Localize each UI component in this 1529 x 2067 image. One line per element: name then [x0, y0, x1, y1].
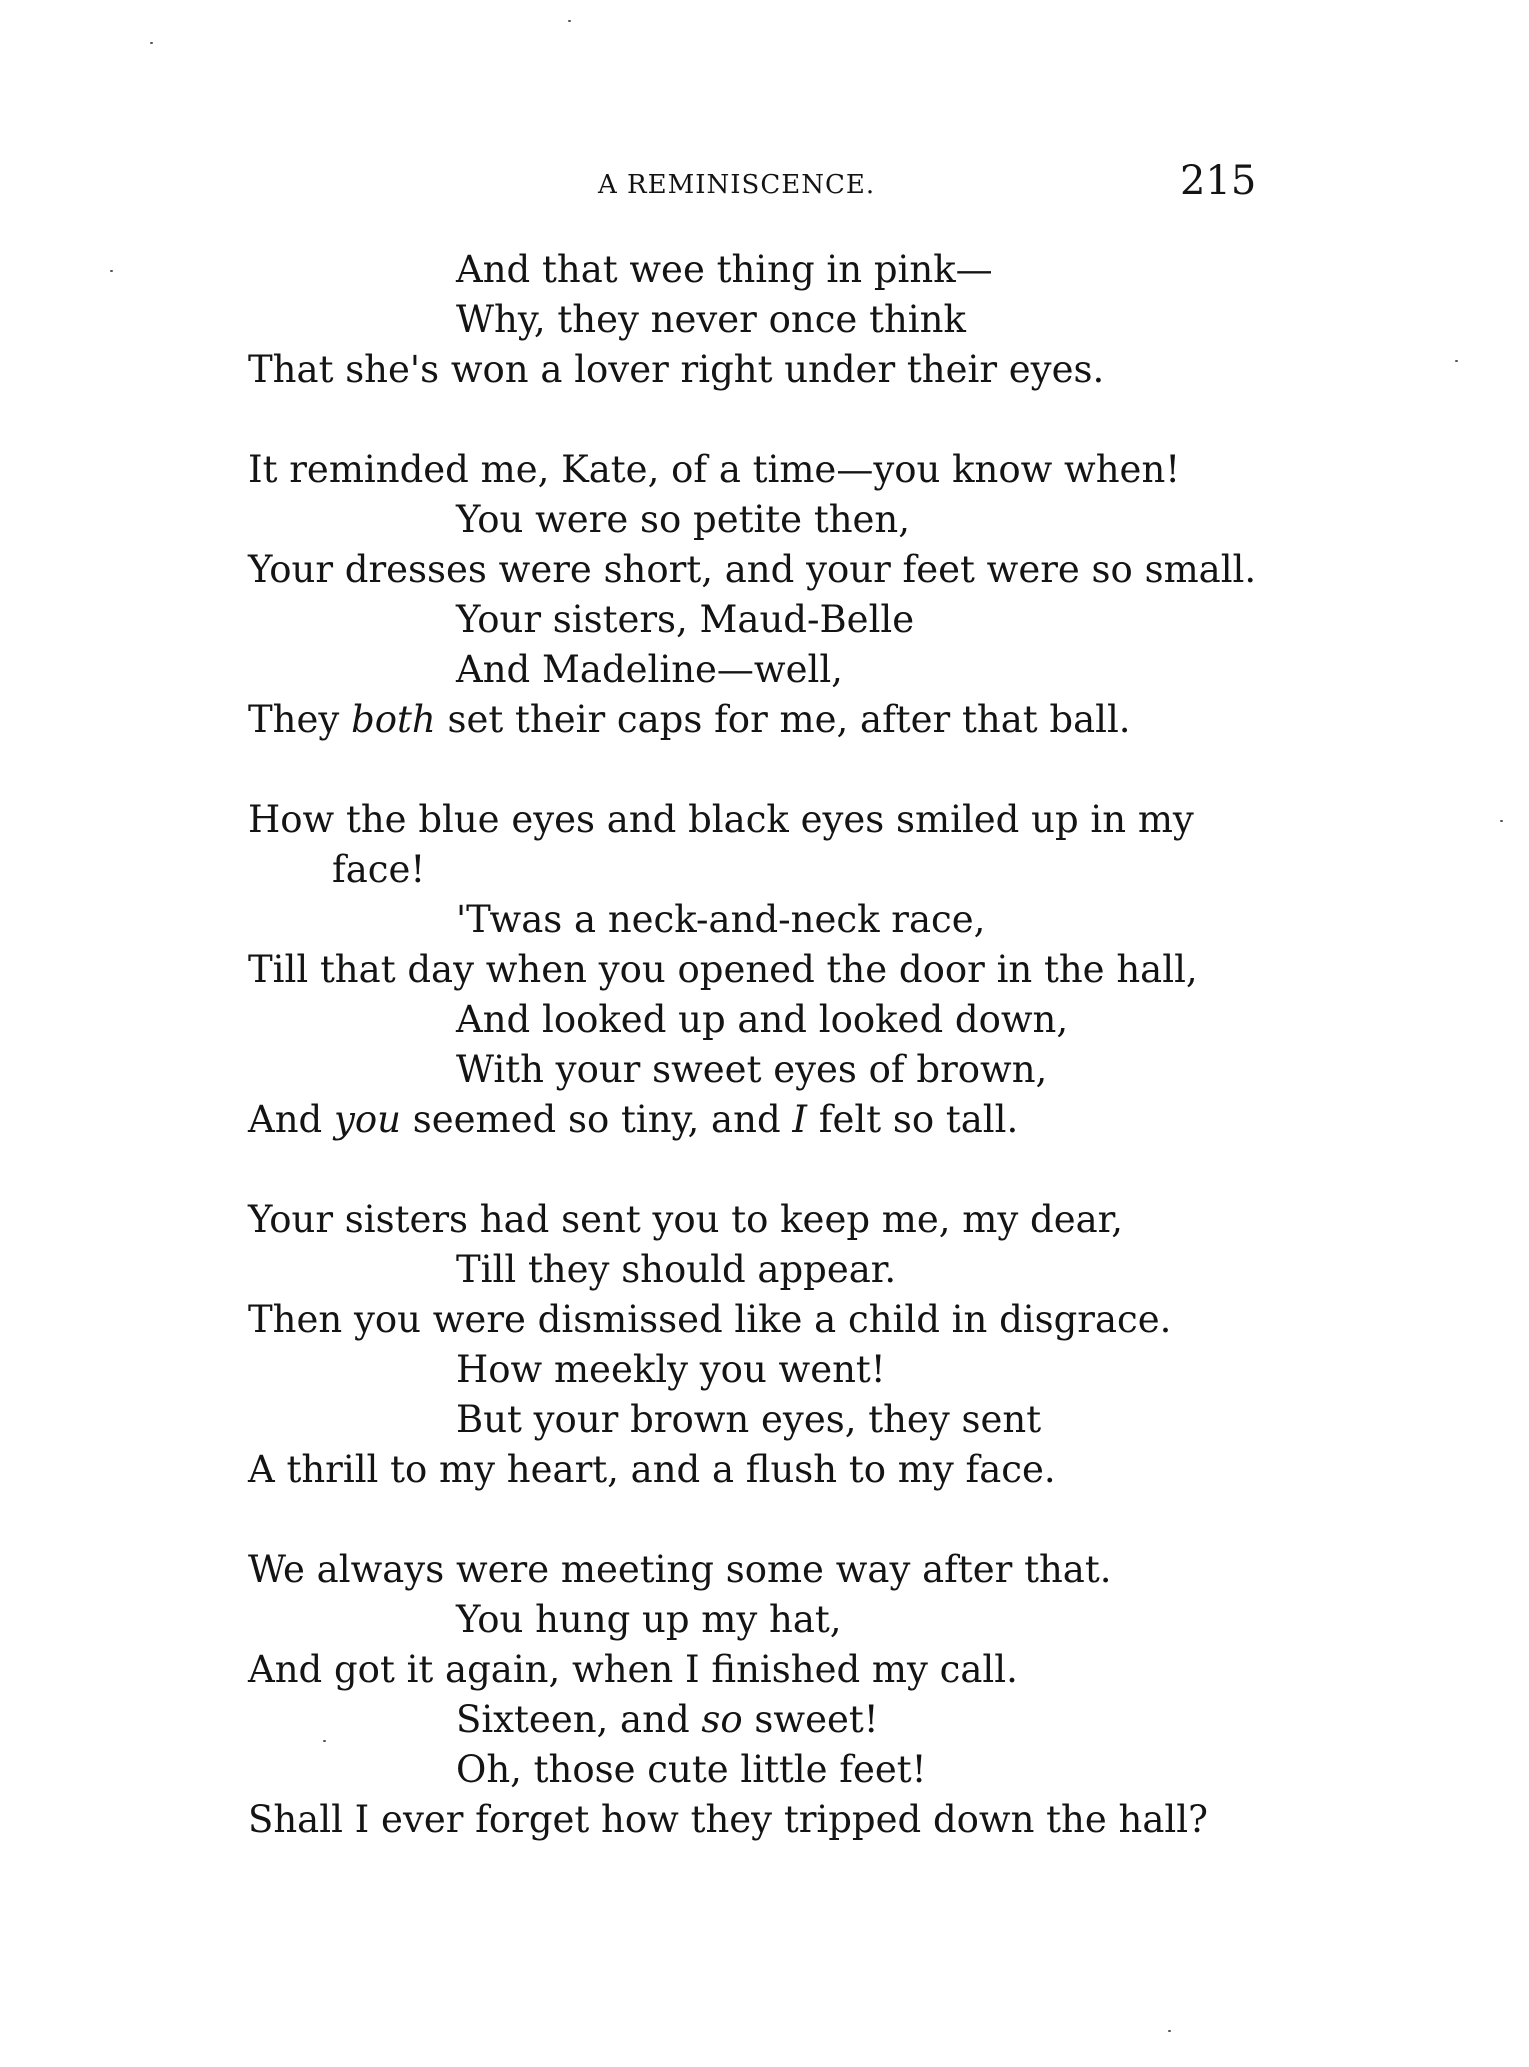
scan-speck	[1455, 360, 1458, 362]
poem-line: It reminded me, Kate, of a time—you know when!	[248, 448, 1181, 491]
scan-speck	[1500, 820, 1503, 822]
line-text: And	[248, 1098, 334, 1141]
stanza-break	[248, 395, 1268, 445]
scan-speck	[150, 42, 153, 44]
stanza	[248, 245, 1268, 395]
line-text: seemed so tiny, and	[401, 1098, 793, 1141]
poem-line: And looked up and looked down,	[456, 998, 1069, 1041]
italic-word: I	[792, 1098, 808, 1141]
poem-line: You hung up my hat,	[456, 1598, 842, 1641]
poem-line: We always were meeting some way after that.	[248, 1548, 1112, 1591]
line-text: set their caps for me, after that ball.	[435, 698, 1131, 741]
poem-line: Till they should appear.	[456, 1248, 897, 1291]
stanza-break	[248, 745, 1268, 795]
italic-word: so	[701, 1698, 743, 1741]
poem-line: Your dresses were short, and your feet were so small.	[248, 548, 1257, 591]
poem-line: Your sisters had sent you to keep me, my dear,	[248, 1198, 1124, 1241]
poem-line	[248, 1695, 1268, 1745]
poem-line: You were so petite then,	[456, 498, 911, 541]
stanza-break	[248, 1495, 1268, 1545]
italic-word: you	[334, 1098, 402, 1141]
poem-line	[248, 695, 1268, 745]
poem-line: 'Twas a neck-and-neck race,	[456, 898, 986, 941]
poem-line: Oh, those cute little feet!	[456, 1748, 927, 1791]
page-header	[0, 158, 1529, 208]
line-text: Sixteen, and	[456, 1698, 702, 1741]
scan-speck	[1168, 2030, 1171, 2032]
poem-line: And got it again, when I finished my call.	[248, 1648, 1018, 1691]
stanza-break	[248, 1145, 1268, 1195]
italic-word: both	[351, 698, 436, 741]
poem-line: And that wee thing in pink—	[456, 248, 993, 291]
page-number: 215	[1180, 158, 1257, 204]
poem-line: Till that day when you opened the door in the hall,	[248, 948, 1198, 991]
line-text: They	[248, 698, 352, 741]
poem	[248, 245, 1268, 1845]
poem-line: That she's won a lover right under their eyes.	[248, 348, 1105, 391]
scan-speck	[323, 1740, 326, 1742]
poem-line: And Madeline—well,	[456, 648, 843, 691]
poem-line	[248, 1095, 1268, 1145]
line-text: felt so tall.	[807, 1098, 1019, 1141]
poem-line: A thrill to my heart, and a flush to my face.	[248, 1448, 1056, 1491]
poem-line: Why, they never once think	[456, 298, 966, 341]
stanza	[248, 445, 1268, 745]
poem-line: How the blue eyes and black eyes smiled up in my	[248, 798, 1194, 841]
poem-line: But your brown eyes, they sent	[456, 1398, 1042, 1441]
poem-line: With your sweet eyes of brown,	[456, 1048, 1048, 1091]
stanza	[248, 795, 1268, 1145]
poem-line: Your sisters, Maud-Belle	[456, 598, 915, 641]
scan-speck	[568, 20, 571, 22]
scan-speck	[110, 270, 113, 272]
line-text: sweet!	[742, 1698, 879, 1741]
poem-line: How meekly you went!	[456, 1348, 886, 1391]
stanza	[248, 1545, 1268, 1845]
poem-line: Then you were dismissed like a child in disgrace.	[248, 1298, 1172, 1341]
poem-line-continuation: face!	[332, 848, 426, 891]
poem-line: Shall I ever forget how they tripped down the hall?	[248, 1798, 1208, 1841]
running-head: A REMINISCENCE.	[598, 170, 876, 200]
stanza	[248, 1195, 1268, 1495]
